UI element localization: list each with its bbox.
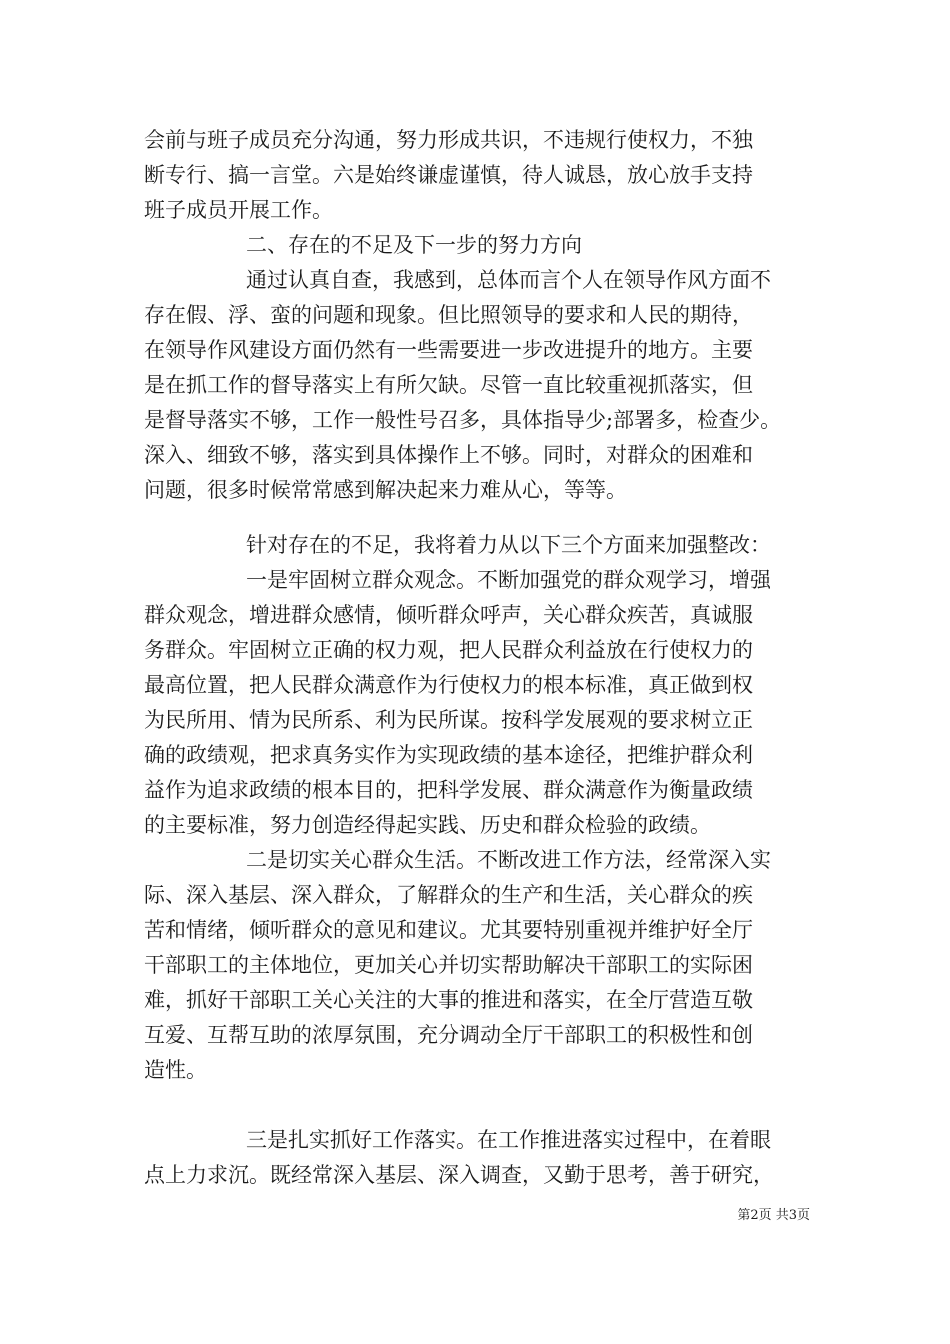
text-line-11: 问题，很多时候常常感到解决起来力难从心，等等。 [144,478,627,502]
text-line-29: 点上力求沉。既经常深入基层、深入调查，又勤于思考，善于研究， [144,1163,774,1187]
text-line-16: 最高位置，把人民群众满意作为行使权力的根本标准，真正做到权 [144,673,753,697]
text-line-15: 务群众。牢固树立正确的权力观，把人民群众利益放在行使权力的 [144,638,753,662]
text-line-18: 确的政绩观，把求真务实作为实现政绩的基本途径，把维护群众利 [144,743,753,767]
text-line-6: 存在假、浮、蛮的问题和现象。但比照领导的要求和人民的期待， [144,303,753,327]
text-line-13: 一是牢固树立群众观念。不断加强党的群众观学习，增强 [246,568,771,592]
text-line-9: 是督导落实不够，工作一般性号召多，具体指导少;部署多，检查少。 [144,408,782,432]
text-line-5: 通过认真自查，我感到，总体而言个人在领导作风方面不 [246,268,771,292]
text-line-7: 在领导作风建设方面仍然有一些需要进一步改进提升的地方。主要 [144,338,753,362]
text-line-17: 为民所用、情为民所系、利为民所谋。按科学发展观的要求树立正 [144,708,753,732]
text-line-14: 群众观念，增进群众感情，倾听群众呼声，关心群众疾苦，真诚服 [144,603,753,627]
text-line-1: 会前与班子成员充分沟通，努力形成共识，不违规行使权力，不独 [144,128,753,152]
text-line-20: 的主要标准，努力创造经得起实践、历史和群众检验的政绩。 [144,813,711,837]
text-line-27: 造性。 [144,1058,207,1082]
text-line-23: 苦和情绪，倾听群众的意见和建议。尤其要特别重视并维护好全厅 [144,918,753,942]
text-line-19: 益作为追求政绩的根本目的，把科学发展、群众满意作为衡量政绩 [144,778,753,802]
text-line-24: 干部职工的主体地位，更加关心并切实帮助解决干部职工的实际困 [144,953,753,977]
text-line-12: 针对存在的不足，我将着力从以下三个方面来加强整改： [246,533,771,557]
text-line-22: 际、深入基层、深入群众，了解群众的生产和生活，关心群众的疾 [144,883,753,907]
section-heading: 二、存在的不足及下一步的努力方向 [246,233,582,257]
text-line-21: 二是切实关心群众生活。不断改进工作方法，经常深入实 [246,848,771,872]
page-number-footer: 第2页 共3页 [737,1208,810,1223]
text-line-2: 断专行、搞一言堂。六是始终谦虚谨慎，待人诚恳，放心放手支持 [144,163,753,187]
text-line-26: 互爱、互帮互助的浓厚氛围，充分调动全厅干部职工的积极性和创 [144,1023,753,1047]
text-line-25: 难，抓好干部职工关心关注的大事的推进和落实，在全厅营造互敬 [144,988,753,1012]
text-line-3: 班子成员开展工作。 [144,198,333,222]
text-line-8: 是在抓工作的督导落实上有所欠缺。尽管一直比较重视抓落实，但 [144,373,753,397]
text-line-10: 深入、细致不够，落实到具体操作上不够。同时，对群众的困难和 [144,443,753,467]
text-line-28: 三是扎实抓好工作落实。在工作推进落实过程中，在着眼 [246,1128,771,1152]
